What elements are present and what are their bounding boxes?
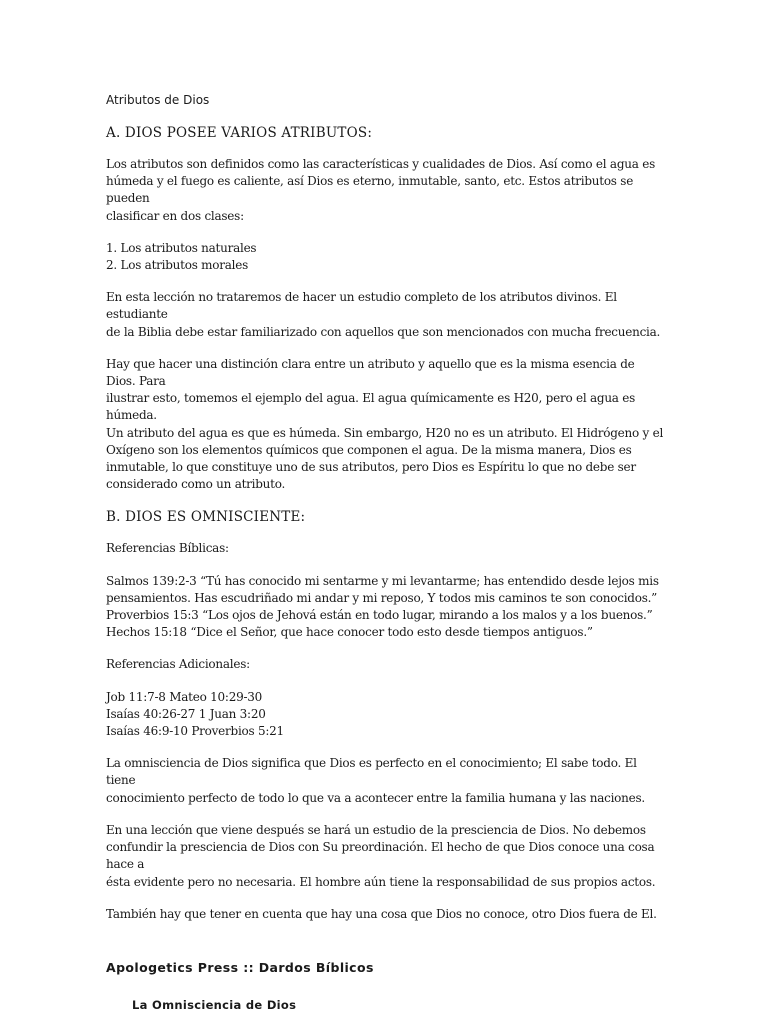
reference-line: Proverbios 15:3 “Los ojos de Jehová están en todo lugar, mirando a los malos y a los buenos.”	[106, 608, 653, 623]
text-line: confundir la presciencia de Dios con Su preordinación. El hecho de que Dios conoce una cosa hace a	[106, 840, 655, 872]
reference-line: Isaías 40:26-27 1 Juan 3:20	[106, 706, 266, 721]
text-line: Un atributo del agua es que es húmeda. Sin embargo, H20 no es un atributo. El Hidrógeno y el	[106, 425, 664, 440]
text-line: húmeda y el fuego es caliente, así Dios es eterno, inmutable, santo, etc. Estos atributos se pueden	[106, 174, 634, 206]
text-line: considerado como un atributo.	[106, 477, 286, 492]
section-a-paragraph-3	[106, 356, 666, 494]
document-title: Atributos de Dios	[106, 93, 210, 107]
text-line: de la Biblia debe estar familiarizado con aquellos que son mencionados con mucha frecuencia.	[106, 324, 661, 339]
text-line: conocimiento perfecto de todo lo que va a acontecer entre la familia humana y las naciones.	[106, 790, 645, 805]
document-page	[106, 92, 666, 1013]
list-item: 2. Los atributos morales	[106, 258, 249, 273]
biblical-references	[106, 573, 666, 642]
text-line: En esta lección no trataremos de hacer un estudio completo de los atributos divinos. El estudiante	[106, 290, 617, 322]
source-title: Apologetics Press :: Dardos Bíblicos	[106, 959, 374, 975]
text-line: En una lección que viene después se hará un estudio de la presciencia de Dios. No debemos	[106, 822, 646, 837]
section-b-paragraph-2	[106, 822, 666, 891]
text-line: La omnisciencia de Dios significa que Dios es perfecto en el conocimiento; El sabe todo. El tiene	[106, 756, 637, 788]
list-item: 1. Los atributos naturales	[106, 240, 257, 255]
source-subtitle: La Omnisciencia de Dios	[132, 997, 297, 1012]
section-a-heading: A. DIOS POSEE VARIOS ATRIBUTOS:	[106, 125, 373, 141]
text-line: Hay que hacer una distinción clara entre un atributo y aquello que es la misma esencia de Dios. Para	[106, 356, 635, 389]
additional-references	[106, 689, 666, 741]
reference-line: pensamientos. Has escudriñado mi andar y mi reposo, Y todos mis caminos te son conocidos.”	[106, 590, 658, 605]
text-line: ésta evidente pero no necesaria. El hombre aún tiene la responsabilidad de sus propios actos.	[106, 874, 656, 889]
text-line: Oxígeno son los elementos químicos que componen el agua. De la misma manera, Dios es	[106, 442, 632, 457]
biblical-references-label: Referencias Bíblicas:	[106, 541, 229, 556]
reference-line: Salmos 139:2-3 “Tú has conocido mi sentarme y mi levantarme; has entendido desde lejos mis	[106, 573, 659, 588]
text-line: Los atributos son definidos como las características y cualidades de Dios. Así como el agua es	[106, 157, 655, 171]
text-line: También hay que tener en cuenta que hay una cosa que Dios no conoce, otro Dios fuera de El.	[106, 906, 657, 921]
section-b-paragraph-1	[106, 755, 666, 807]
additional-references-label: Referencias Adicionales:	[106, 657, 250, 672]
section-a-intro	[106, 156, 666, 225]
text-line: inmutable, lo que constituye uno de sus atributos, pero Dios es Espíritu lo que no debe ser	[106, 460, 636, 475]
section-a-paragraph-2	[106, 289, 666, 341]
reference-line: Job 11:7-8 Mateo 10:29-30	[106, 689, 263, 704]
reference-line: Hechos 15:18 “Dice el Señor, que hace conocer todo esto desde tiempos antiguos.”	[106, 625, 593, 640]
attribute-list	[106, 240, 666, 274]
text-line: ilustrar esto, tomemos el ejemplo del agua. El agua químicamente es H20, pero el agua es húmeda.	[106, 391, 636, 423]
section-b-paragraph-3	[106, 906, 666, 923]
reference-line: Isaías 46:9-10 Proverbios 5:21	[106, 724, 284, 739]
section-b-heading: B. DIOS ES OMNISCIENTE:	[106, 509, 306, 526]
text-line: clasificar en dos clases:	[106, 208, 244, 223]
